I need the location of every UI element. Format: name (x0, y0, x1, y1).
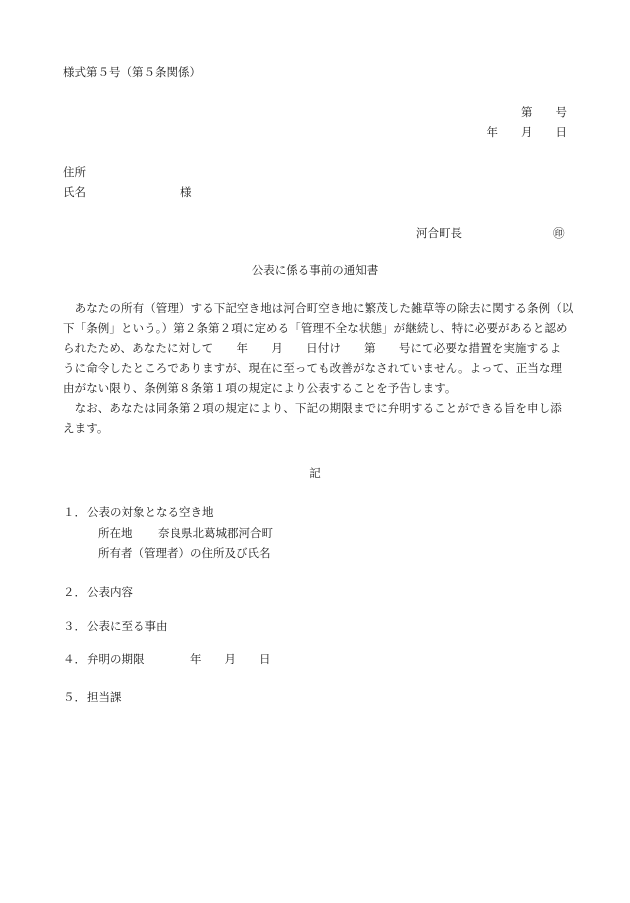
body-line: なお、あなたは同条第２項の規定により、下記の期限までに弁明することができる旨を申し添 (63, 401, 562, 415)
location-value: 奈良県北葛城郡河合町 (158, 526, 273, 540)
item-label: 公表に至る事由 (87, 619, 168, 633)
item-label: 公表内容 (87, 585, 133, 599)
body-line: うに命令したところでありますが、現在に至っても改善がなされていません。よって、正当な理 (63, 361, 563, 375)
seal-mark: ㊞ (553, 226, 565, 240)
item-label: 公表の対象となる空き地 (87, 505, 214, 519)
form-label: 様式第５号（第５条関係） (63, 65, 201, 79)
document-title: 公表に係る事前の通知書 (251, 263, 379, 277)
deadline-date: 年 月 日 (190, 652, 271, 666)
body-line: えます。 (63, 421, 109, 435)
recipient-address-label: 住所 (63, 165, 86, 179)
body-line: られたため、あなたに対して 年 月 日付け 第 号にて必要な措置を実施するよ (63, 341, 562, 355)
document-number: 第 号 (521, 105, 567, 119)
item-label: 弁明の期限 (87, 652, 145, 666)
item-number: ４． (63, 652, 86, 666)
ki-heading: 記 (309, 466, 321, 480)
body-line: 由がない限り、条例第８条第１項の規定により公表することを予告します。 (63, 381, 457, 395)
owner-label: 所有者（管理者）の住所及び氏名 (98, 546, 271, 560)
item-label: 担当課 (87, 690, 122, 704)
item-number: １． (63, 505, 86, 519)
recipient-honorific: 様 (180, 185, 192, 199)
item-number: ２． (63, 585, 86, 599)
location-label: 所在地 (98, 526, 133, 540)
sender-title: 河合町長 (416, 226, 462, 240)
document-date: 年 月 日 (486, 125, 567, 139)
recipient-name-label: 氏名 (63, 185, 86, 199)
item-number: ３． (63, 619, 86, 633)
body-line: 下「条例」という。）第２条第２項に定める「管理不全な状態」が継続し、特に必要があると認め (63, 321, 568, 335)
body-line: あなたの所有（管理）する下記空き地は河合町空き地に繁茂した雑草等の除去に関する条例（以 (63, 301, 574, 315)
item-number: ５． (63, 690, 86, 704)
